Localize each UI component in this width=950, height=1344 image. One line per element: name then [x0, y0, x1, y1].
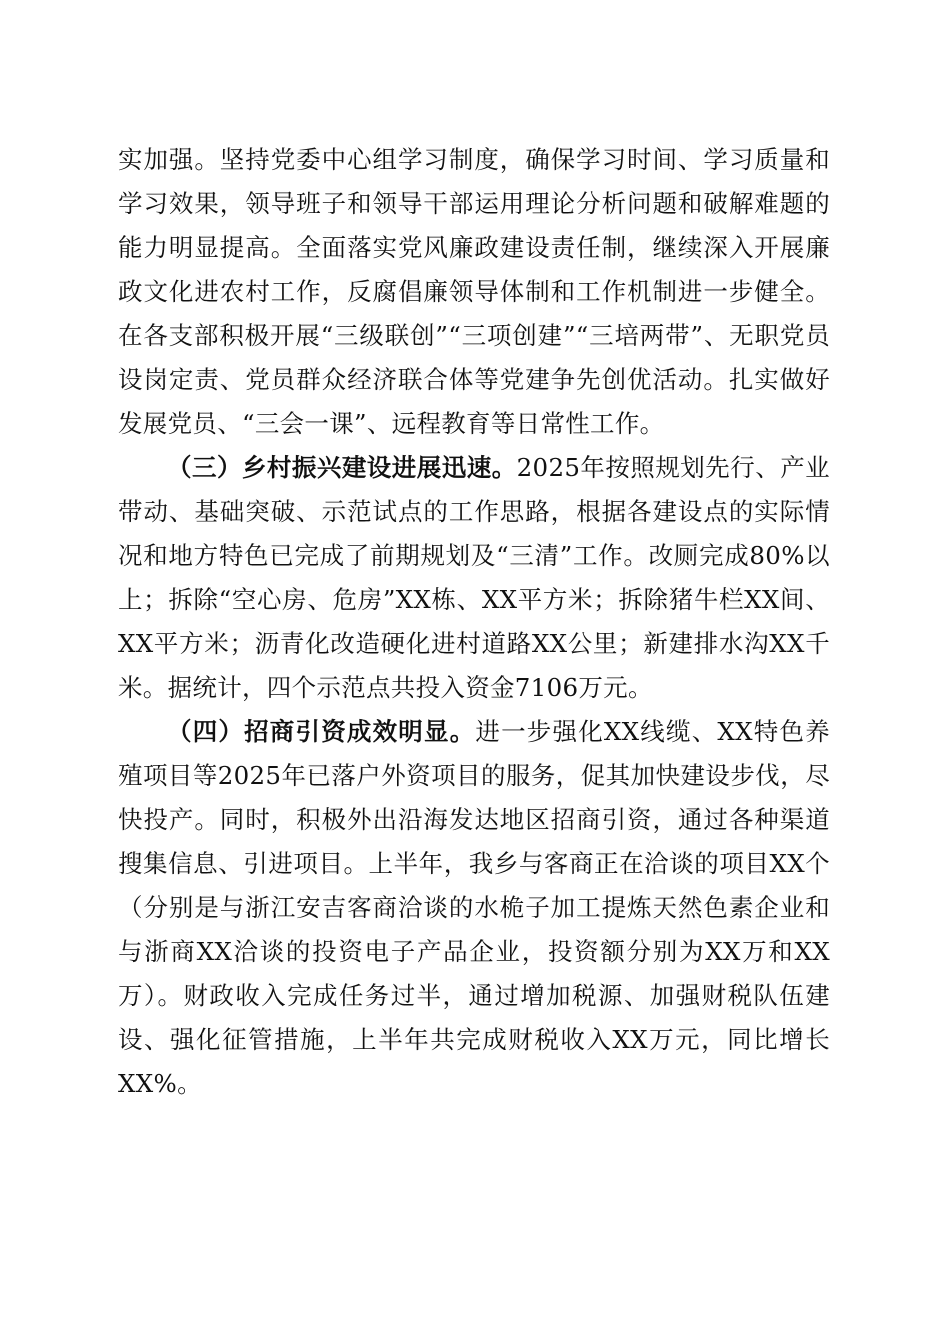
- paragraph-heading: （三）乡村振兴建设进展迅速。: [167, 453, 517, 482]
- paragraph-text: 2025年按照规划先行、产业带动、基础突破、示范试点的工作思路，根据各建设点的实际情况和地方特色已完成了前期规划及“三清”工作。改厕完成80%以上；拆除“空心房、危房”XX栋、XX平方米；拆除猪牛栏XX间、XX平方米；沥青化改造硬化进村道路XX公里；新建排水沟XX千米。据统计，四个示范点共投入资金7106万元。: [118, 453, 830, 702]
- paragraph-rural-revitalization: [118, 446, 830, 710]
- paragraph-text: 实加强。坚持党委中心组学习制度，确保学习时间、学习质量和学习效果，领导班子和领导干部运用理论分析问题和破解难题的能力明显提高。全面落实党风廉政建设责任制，继续深入开展廉政文化进农村工作，反腐倡廉领导体制和工作机制进一步健全。在各支部积极开展“三级联创”“三项创建”“三培两带”、无职党员设岗定责、党员群众经济联合体等党建争先创优活动。扎实做好发展党员、“三会一课”、远程教育等日常性工作。: [118, 145, 830, 438]
- paragraph-heading: （四）招商引资成效明显。: [167, 717, 476, 746]
- paragraph-investment-attraction: [118, 710, 830, 1106]
- paragraph-text: 进一步强化XX线缆、XX特色养殖项目等2025年已落户外资项目的服务，促其加快建设步伐，尽快投产。同时，积极外出沿海发达地区招商引资，通过各种渠道搜集信息、引进项目。上半年，我乡与客商正在洽谈的项目XX个（分别是与浙江安吉客商洽谈的水桅子加工提炼天然色素企业和与浙商XX洽谈的投资电子产品企业，投资额分别为XX万和XX万）。财政收入完成任务过半，通过增加税源、加强财税队伍建设、强化征管措施，上半年共完成财税收入XX万元，同比增长XX%。: [118, 717, 830, 1098]
- document-body: [118, 138, 830, 1106]
- paragraph-party-building: [118, 138, 830, 446]
